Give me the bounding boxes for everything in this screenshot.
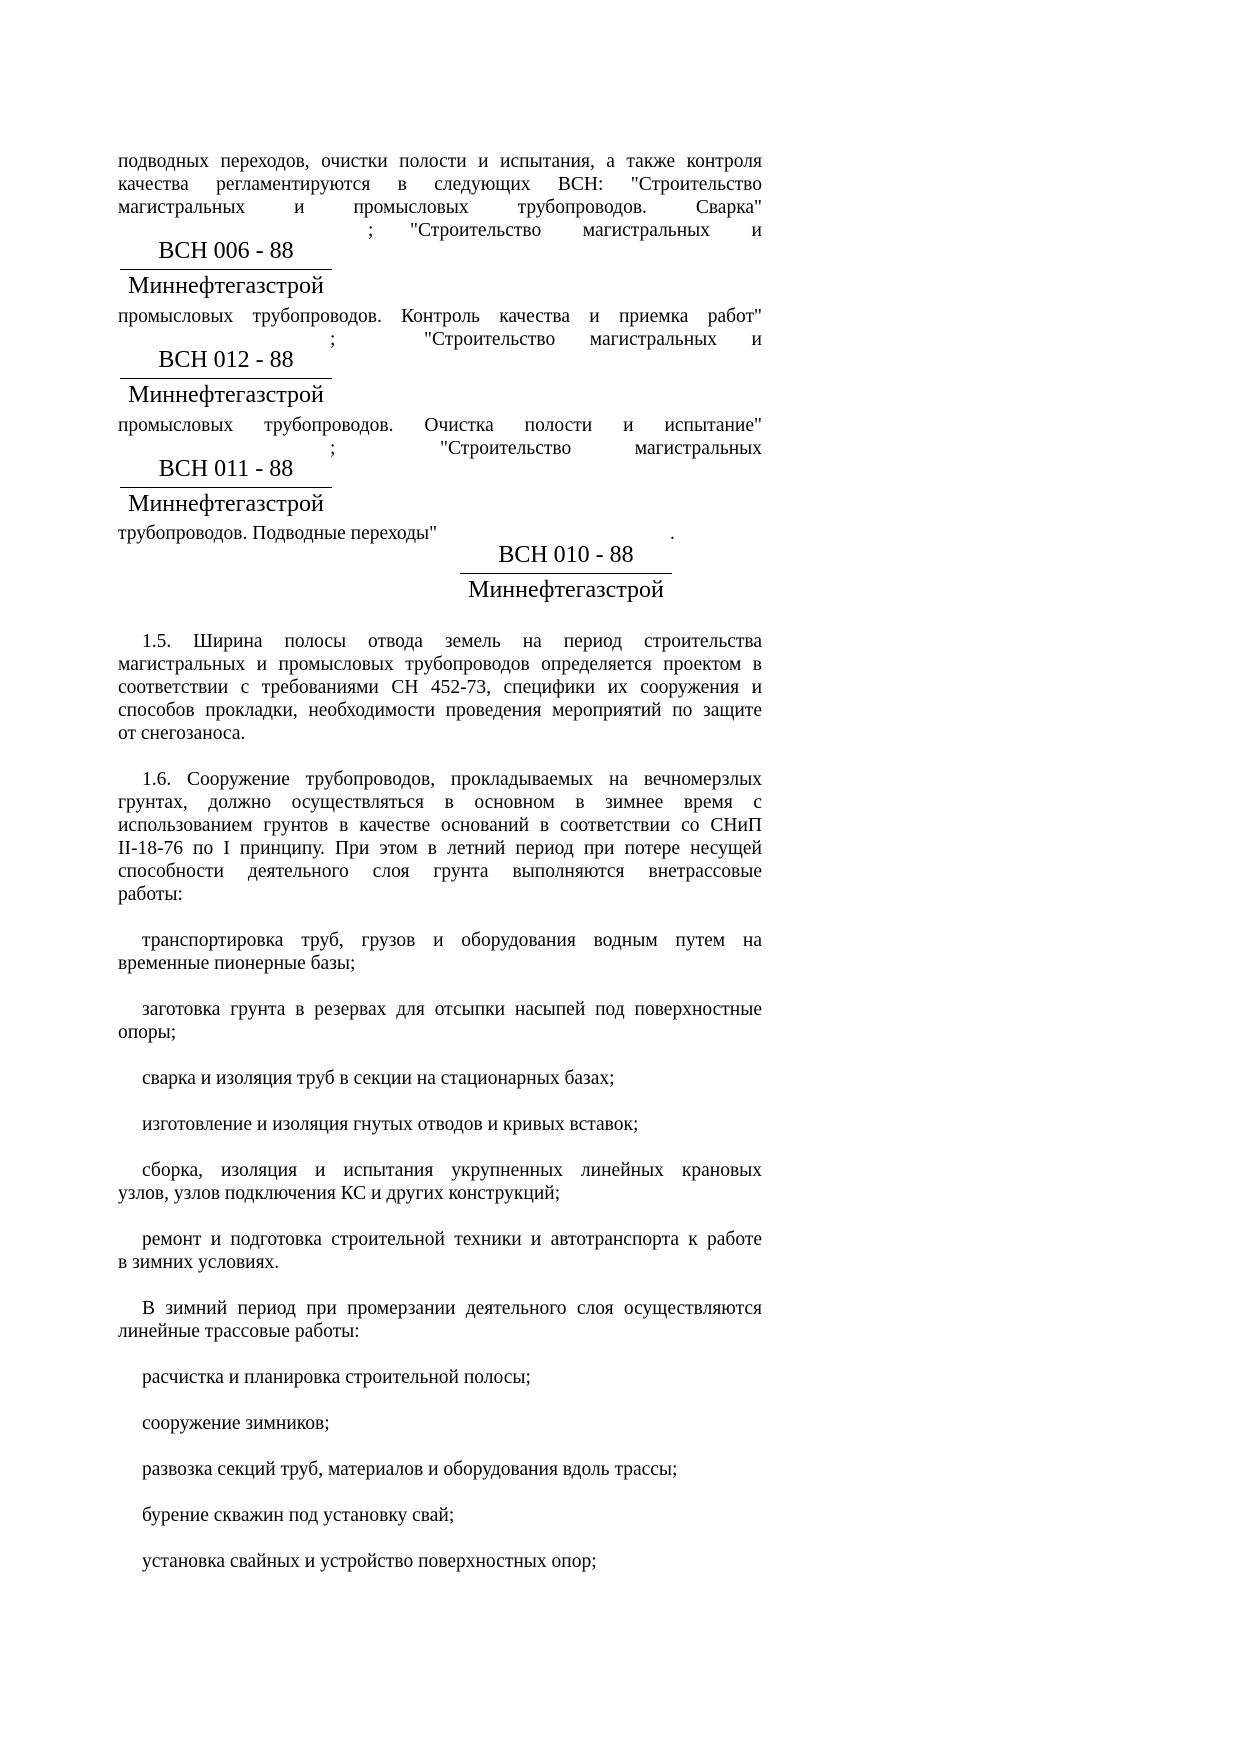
semicolon: ; [330, 329, 336, 350]
standard-code: ВСН 006 - 88 [158, 238, 294, 264]
list-item: сооружение зимников; [142, 1413, 330, 1434]
list-item: изготовление и изоляция гнутых отводов и кривых вставок; [142, 1114, 639, 1135]
list-item: временные пионерные базы; [118, 953, 356, 974]
standard-organization: Миннефтегазстрой [468, 577, 664, 603]
standard-organization: Миннефтегазстрой [128, 382, 324, 408]
paragraph-winter-line: линейные трассовые работы: [118, 1321, 360, 1342]
paragraph-1-5-line: магистральных и промысловых трубопроводов определяется проектом в [118, 654, 762, 675]
semicolon: ; [368, 220, 374, 241]
standard-organization: Миннефтегазстрой [128, 491, 324, 517]
paragraph-winter-line: В зимний период при промерзании деятельного слоя осуществляются [142, 1298, 762, 1319]
paragraph-1-6-line: II-18-76 по I принципу. При этом в летний период при потере несущей [118, 838, 762, 859]
list-item: узлов, узлов подключения КС и других конструкций; [118, 1183, 561, 1204]
standard-code: ВСН 010 - 88 [498, 542, 634, 568]
standard-reference [120, 454, 332, 520]
list-item: сварка и изоляция труб в секции на стационарных базах; [142, 1068, 615, 1089]
standard-code: ВСН 012 - 88 [158, 347, 294, 373]
paragraph-1-6-line: способности деятельного слоя грунта выполняются внетрассовые [118, 861, 762, 882]
paragraph-1-5-line: 1.5. Ширина полосы отвода земель на период строительства [142, 631, 762, 652]
standard-reference [120, 345, 332, 411]
list-item: опоры; [118, 1022, 177, 1043]
text-line: трубопроводов. Подводные переходы" [118, 523, 438, 544]
text-line: подводных переходов, очистки полости и испытания, а также контроля [118, 151, 762, 172]
paragraph-1-6-line: грунтах, должно осуществляться в основном в зимнее время с [118, 792, 762, 813]
paragraph-1-6-line: 1.6. Сооружение трубопроводов, прокладываемых на вечномерзлых [142, 769, 762, 790]
paragraph-1-5-line: от снегозаноса. [118, 723, 246, 744]
text-line: магистральных и промысловых трубопроводов. Сварка" [118, 197, 762, 218]
paragraph-1-5-line: соответствии с требованиями СН 452-73, специфики их сооружения и [118, 677, 762, 698]
standard-reference [120, 236, 332, 302]
list-item: бурение скважин под установку свай; [142, 1505, 455, 1526]
text-line: "Строительство магистральных и [424, 329, 762, 350]
text-line: "Строительство магистральных и [410, 220, 762, 241]
standard-organization: Миннефтегазстрой [128, 273, 324, 299]
paragraph-1-6-line: использованием грунтов в качестве оснований в соответствии со СНиП [118, 815, 762, 836]
list-item: сборка, изоляция и испытания укрупненных линейных крановых [142, 1160, 762, 1181]
list-item: транспортировка труб, грузов и оборудования водным путем на [142, 930, 762, 951]
standard-code: ВСН 011 - 88 [158, 456, 294, 482]
list-item: в зимних условиях. [118, 1252, 280, 1273]
list-item: расчистка и планировка строительной полосы; [142, 1367, 531, 1388]
text-line: качества регламентируются в следующих ВСН: "Строительство [118, 174, 762, 195]
text-line: промысловых трубопроводов. Очистка полости и испытание" [118, 415, 762, 436]
list-item: развозка секций труб, материалов и оборудования вдоль трассы; [142, 1459, 678, 1480]
standard-reference [460, 540, 672, 606]
list-item: заготовка грунта в резервах для отсыпки насыпей под поверхностные [142, 999, 762, 1020]
list-item: ремонт и подготовка строительной техники и автотранспорта к работе [142, 1229, 762, 1250]
paragraph-1-5-line: способов прокладки, необходимости проведения мероприятий по защите [118, 700, 762, 721]
semicolon: ; [330, 438, 336, 459]
text-line: "Строительство магистральных [440, 438, 762, 459]
paragraph-1-6-line: работы: [118, 884, 183, 905]
period: . [670, 523, 675, 544]
text-line: промысловых трубопроводов. Контроль качества и приемка работ" [118, 306, 762, 327]
list-item: установка свайных и устройство поверхностных опор; [142, 1551, 597, 1572]
